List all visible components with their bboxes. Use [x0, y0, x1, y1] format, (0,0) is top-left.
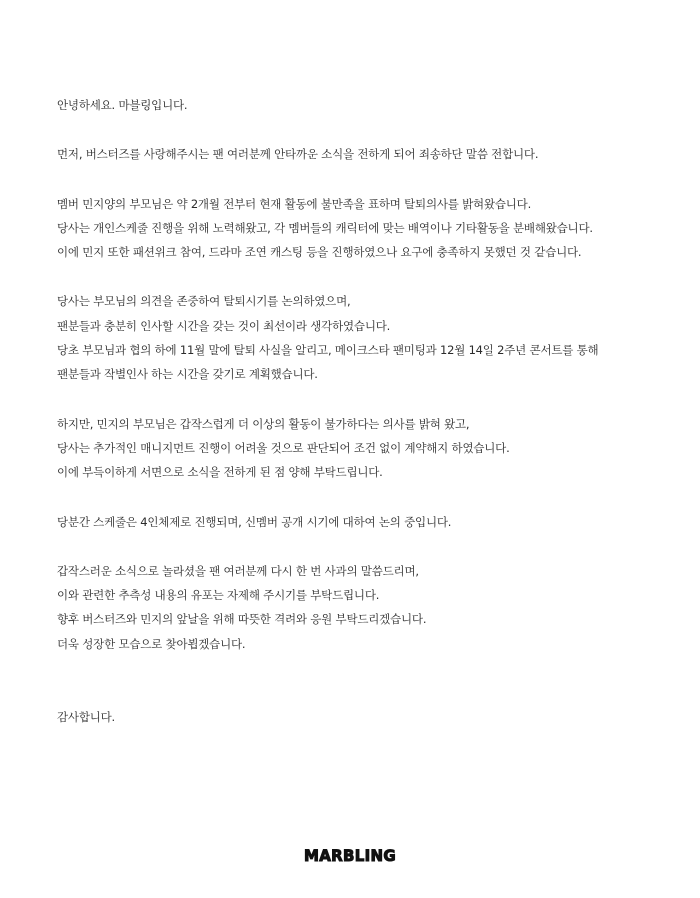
- paragraph-line: 이에 부득이하게 서면으로 소식을 전하게 된 점 양해 부탁드립니다.: [57, 465, 383, 480]
- closing-line: 감사합니다.: [57, 710, 115, 725]
- paragraph-line: 멤버 민지양의 부모님은 약 2개월 전부터 현재 활동에 불만족을 표하며 탈퇴의사를 밝혀왔습니다.: [57, 196, 532, 211]
- paragraph-line: 당사는 부모님의 의견을 존중하여 탈퇴시기를 논의하였으며,: [57, 294, 351, 309]
- termination-paragraph: [57, 412, 677, 485]
- request-paragraph: [57, 559, 677, 656]
- logo-text: MARBLING: [304, 846, 396, 866]
- paragraph-line: 향후 버스터즈와 민지의 앞날을 위해 따뜻한 격려와 응원 부탁드리겠습니다.: [57, 612, 427, 627]
- paragraph-line: 먼저, 버스터즈를 사랑해주시는 팬 여러분께 안타까운 소식을 전하게 되어 죄송하단 말씀 전합니다.: [57, 147, 539, 162]
- apology-paragraph: [57, 142, 677, 166]
- paragraph-line: 당사는 추가적인 매니지먼트 진행이 어려울 것으로 판단되어 조건 없이 계약해지 하였습니다.: [57, 440, 510, 455]
- paragraph-line: 팬분들과 충분히 인사할 시간을 갖는 것이 최선이라 생각하였습니다.: [57, 318, 391, 333]
- letter-body: [57, 93, 677, 754]
- paragraph-line: 더욱 성장한 모습으로 찾아뵙겠습니다.: [57, 636, 246, 651]
- paragraph-line: 팬분들과 작별인사 하는 시간을 갖기로 계획했습니다.: [57, 367, 318, 382]
- closing-paragraph: [57, 705, 677, 729]
- background-paragraph: [57, 192, 677, 265]
- paragraph-line: 하지만, 민지의 부모님은 갑작스럽게 더 이상의 활동이 불가하다는 의사를 밝혀 왔고,: [57, 416, 470, 431]
- paragraph-line: 당사는 개인스케줄 진행을 위해 노력해왔고, 각 멤버들의 캐릭터에 맞는 배역이나 기타활동을 분배해왔습니다.: [57, 220, 593, 235]
- marbling-logo: [0, 846, 700, 865]
- greeting-line: 안녕하세요. 마블링입니다.: [57, 98, 188, 112]
- paragraph-line: 당분간 스케줄은 4인체제로 진행되며, 신멤버 공개 시기에 대하여 논의 중입니다.: [57, 514, 452, 529]
- paragraph-line: 당초 부모님과 협의 하에 11월 말에 탈퇴 사실을 알리고, 메이크스타 팬미팅과 12월 14일 2주년 콘서트를 통해: [57, 343, 599, 358]
- paragraph-line: 이와 관련한 추측성 내용의 유포는 자제해 주시기를 부탁드립니다.: [57, 588, 380, 603]
- greeting-paragraph: [57, 93, 677, 117]
- schedule-paragraph: [57, 510, 677, 534]
- paragraph-line: 이에 민지 또한 패션위크 참여, 드라마 조연 캐스팅 등을 진행하였으나 요구에 충족하지 못했던 것 같습니다.: [57, 245, 582, 260]
- paragraph-line: 갑작스러운 소식으로 놀라셨을 팬 여러분께 다시 한 번 사과의 말씀드리며,: [57, 563, 419, 578]
- plan-paragraph: [57, 289, 677, 386]
